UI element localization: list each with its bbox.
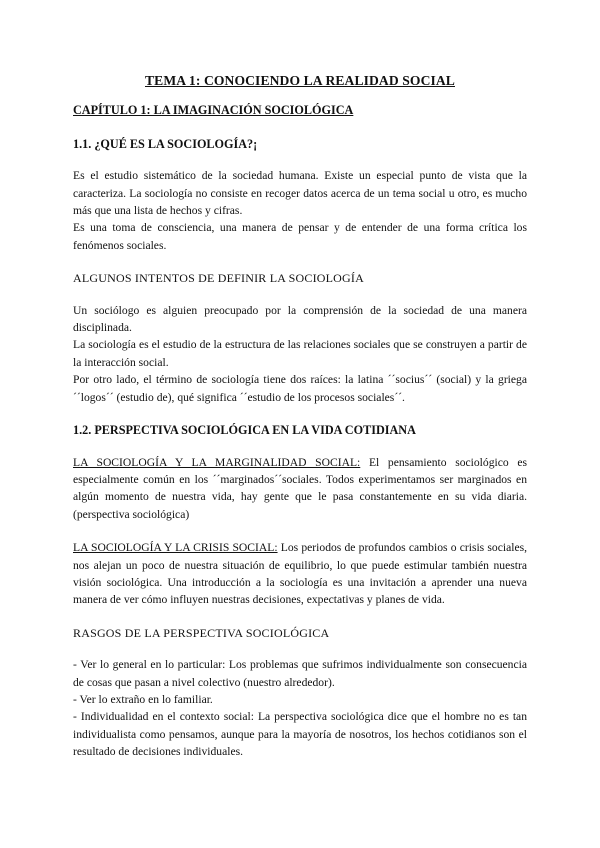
crisis-paragraph (73, 539, 527, 609)
paragraph: Es el estudio sistemático de la sociedad humana. Existe un especial punto de vista que la caracteriza. La sociología no consiste en recoger datos acerca de un tema social u otro, es mucho más que una lista de hechos y cifras. (73, 169, 527, 218)
definitions-heading: ALGUNOS INTENTOS DE DEFINIR LA SOCIOLOGÍA (73, 271, 364, 286)
traits-heading: RASGOS DE LA PERSPECTIVA SOCIOLÓGICA (73, 625, 330, 640)
paragraph: Un sociólogo es alguien preocupado por la comprensión de la sociedad de una manera disciplinada. (73, 303, 527, 335)
list-item: - Ver lo general en lo particular: Los problemas que sufrimos individualmente son consecuencia de cosas que pasan a nivel colectivo (nuestro alrededor). (73, 658, 527, 689)
section-title-1-2: 1.2. PERSPECTIVA SOCIOLÓGICA EN LA VIDA COTIDIANA (73, 423, 416, 438)
marginality-text: El pensamiento sociológico es especialmente común en los ´´marginados´´sociales. Todos experimentamos ser marginados en algún momento de nuestra vida, hay gente que le pasa constantemente en su vida diaria. (perspectiva sociológica) (73, 455, 527, 521)
list-item: - Individualidad en el contexto social: La perspectiva sociológica dice que el hombre no es tan individualista como pensamos, aunque para la mayoría de nosotros, los hechos cotidianos son el resultado de decisiones individuales. (73, 710, 527, 759)
paragraph: Por otro lado, el término de sociología tiene dos raíces: la latina ´´socius´´ (social) y la griega ´´logos´´ (estudio de), qué significa ´´estudio de los procesos sociales´´. (73, 373, 527, 404)
marginality-lead: LA SOCIOLOGÍA Y LA MARGINALIDAD SOCIAL: (73, 455, 361, 469)
chapter-title: CAPÍTULO 1: LA IMAGINACIÓN SOCIOLÓGICA (73, 103, 354, 118)
crisis-lead: LA SOCIOLOGÍA Y LA CRISIS SOCIAL: (73, 541, 278, 555)
paragraph: Es una toma de consciencia, una manera de pensar y de entender de una forma crítica los fenómenos sociales. (73, 221, 527, 252)
paragraph: La sociología es el estudio de la estructura de las relaciones sociales que se construyen a partir de la interacción social. (73, 338, 527, 369)
traits-list (73, 656, 527, 760)
definitions-body (73, 302, 527, 406)
document-title: TEMA 1: CONOCIENDO LA REALIDAD SOCIAL (145, 73, 455, 88)
crisis-text: Los periodos de profundos cambios o crisis sociales, nos alejan un poco de nuestra situación de equilibrio, lo que puede estimular también nuestra visión sociológica. Una introducción a la sociología es una invitación a aprender una nueva manera de ver cómo influyen nuestras decisiones, expectativas y planes de vida. (73, 541, 528, 607)
list-item: - Ver lo extraño en lo familiar. (73, 692, 213, 706)
section-title-1-1: 1.1. ¿QUÉ ES LA SOCIOLOGÍA?¡ (73, 136, 258, 151)
marginality-paragraph (73, 454, 527, 524)
section-1-1-body (73, 167, 527, 254)
